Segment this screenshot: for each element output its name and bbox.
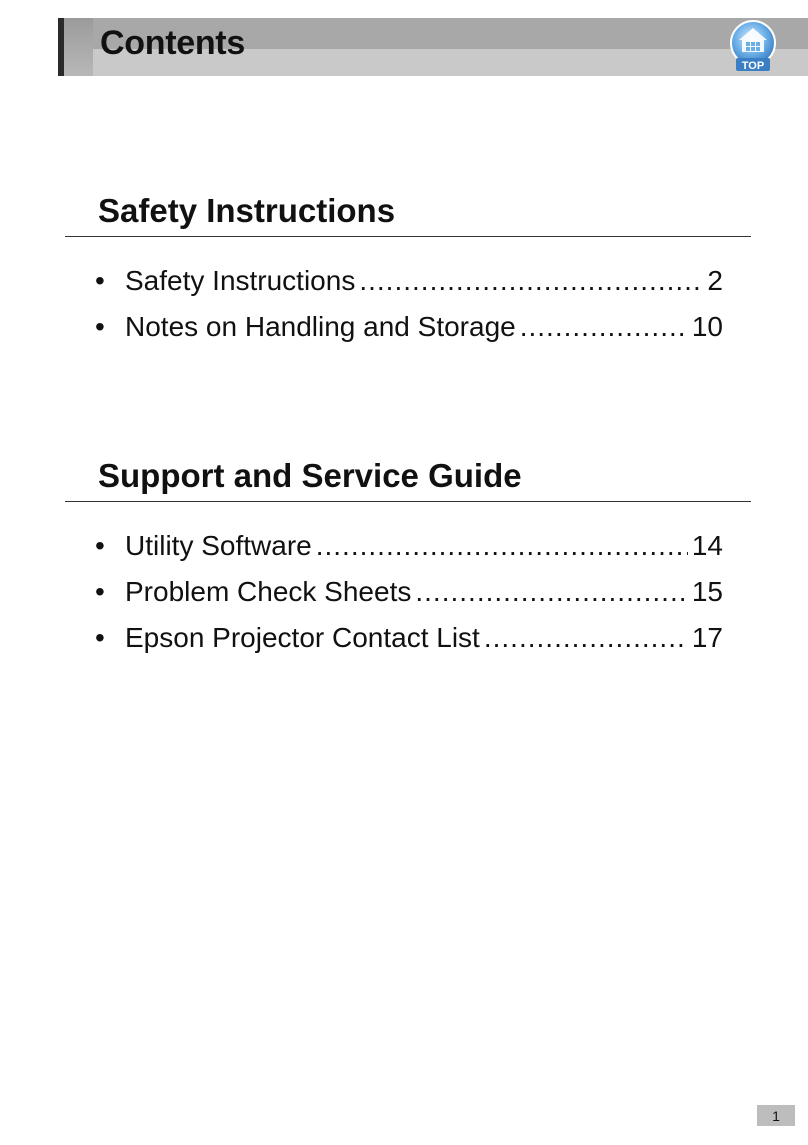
dot-leader	[359, 265, 703, 297]
dot-leader	[520, 311, 688, 343]
toc-item-problem-check-sheets[interactable]	[95, 576, 723, 622]
bullet: •	[95, 265, 105, 296]
header-accent-bar	[58, 18, 64, 76]
toc-item-label: Problem Check Sheets	[125, 576, 412, 607]
section-divider	[65, 501, 751, 502]
home-top-icon	[727, 18, 779, 76]
toc-item-contact-list[interactable]	[95, 622, 723, 668]
toc-item-safety-instructions[interactable]	[95, 265, 723, 311]
bullet: •	[95, 311, 105, 342]
bullet: •	[95, 530, 105, 561]
toc-item-label: Utility Software	[125, 530, 312, 561]
dot-leader	[415, 576, 687, 608]
page-number: 1	[757, 1105, 795, 1126]
section-title-safety: Safety Instructions	[98, 192, 396, 229]
dot-leader	[484, 622, 688, 654]
toc-item-page: 15	[691, 576, 723, 607]
bullet: •	[95, 576, 105, 607]
toc-item-utility-software[interactable]	[95, 530, 723, 576]
page-title: Contents	[100, 24, 245, 62]
dot-leader	[316, 530, 688, 562]
section-title-support: Support and Service Guide	[98, 457, 522, 494]
bullet: •	[95, 622, 105, 653]
top-button[interactable]	[727, 18, 779, 76]
toc-list-support	[95, 530, 723, 668]
section-divider	[65, 236, 751, 237]
toc-item-notes-handling[interactable]	[95, 311, 723, 357]
toc-item-label: Notes on Handling and Storage	[125, 311, 516, 342]
toc-list-safety	[95, 265, 723, 357]
toc-item-page: 10	[691, 311, 723, 342]
toc-item-label: Safety Instructions	[125, 265, 356, 296]
toc-item-page: 17	[691, 622, 723, 653]
top-button-label: TOP	[741, 60, 765, 72]
toc-item-page: 14	[691, 530, 723, 561]
toc-item-label: Epson Projector Contact List	[125, 622, 480, 653]
toc-item-page: 2	[707, 265, 723, 296]
